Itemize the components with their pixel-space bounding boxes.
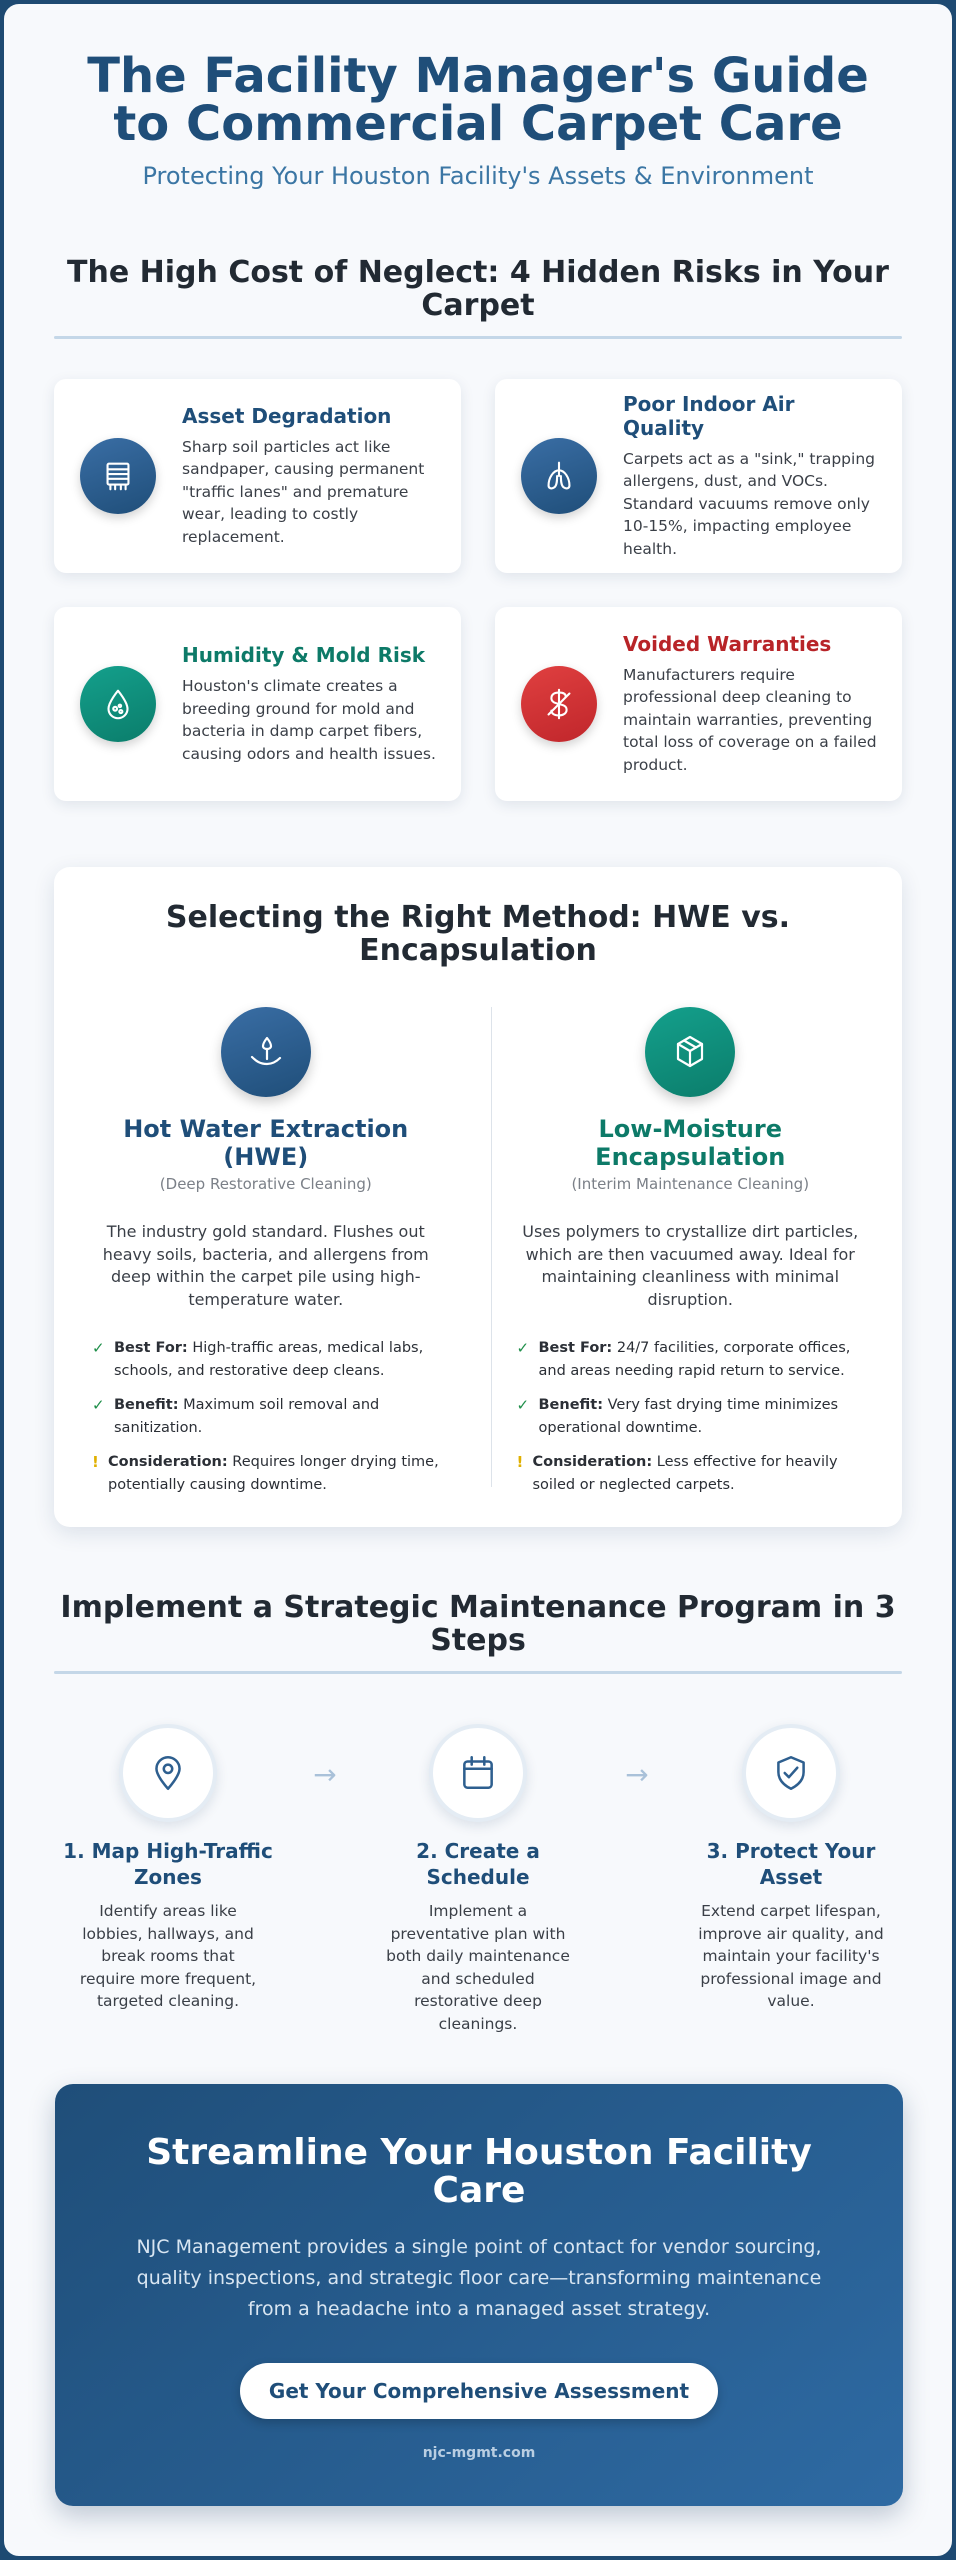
check-icon: ✓ [516,1339,530,1357]
check-icon: ✓ [92,1339,105,1357]
method-points [479,1337,903,1496]
cta-body: NJC Management provides a single point of contact for vendor sourcing, quality inspections, and strategic floor care—transforming maintenance from a headache into a managed asset strategy. [136,2236,822,2320]
risk-card-air-quality [495,379,902,573]
cube-icon [645,1007,735,1097]
methods-card [54,867,902,1527]
step-body: Extend carpet lifespan, improve air quality, and maintain your facility's professional image and value. [698,1902,884,2010]
step-title: 2. Create a Schedule [416,1839,540,1889]
risk-grid [54,379,902,801]
arrow-right-icon: → [625,1758,649,1791]
step-2 [373,1724,583,2035]
method-subtitle: (Deep Restorative Cleaning) [159,1175,372,1193]
method-subtitle: (Interim Maintenance Cleaning) [571,1175,810,1193]
water-hand-icon [221,1007,311,1097]
risk-title: Voided Warranties [623,631,832,656]
cta-title: Streamline Your Houston Facility Care [146,2132,812,2211]
risk-card-humidity-mold [54,607,461,801]
warning-icon: ! [516,1453,524,1471]
risks-title: The High Cost of Neglect: 4 Hidden Risks in Your Carpet [67,255,889,323]
method-description: Uses polymers to crystallize dirt particles, which are then vacuumed away. Ideal for maintaining cleanliness with minimal disruption. [522,1222,859,1309]
warning-icon: ! [92,1453,99,1471]
method-hwe [54,1007,478,1508]
step-1 [63,1724,273,2013]
map-pin-icon [119,1724,217,1822]
risk-title: Asset Degradation [182,403,392,428]
check-icon: ✓ [516,1396,530,1414]
benefit-point: ✓ Benefit: Very fast drying time minimizes operational downtime. [517,1394,873,1439]
method-description: The industry gold standard. Flushes out heavy soils, bacteria, and allergens from deep within the carpet pile using high-temperature water. [102,1222,429,1309]
benefit-point: ✓ Benefit: Maximum soil removal and sanitization. [92,1394,448,1439]
steps-divider [54,1671,902,1674]
method-encapsulation [479,1007,903,1508]
consideration-point: ! Consideration: Less effective for heavily soiled or neglected carpets. [517,1451,873,1496]
page-frame [1,1,955,2559]
consideration-point: ! Consideration: Requires longer drying time, potentially causing downtime. [92,1451,448,1496]
risk-body: Carpets act as a "sink," trapping allergens, dust, and VOCs. Standard vacuums remove only 10-15%, impacting employee health. [623,449,875,558]
steps-title: Implement a Strategic Maintenance Program in 3 Steps [60,1590,896,1658]
risk-body: Houston's climate creates a breeding ground for mold and bacteria in damp carpet fibers, causing odors and health issues. [182,677,436,763]
risk-body: Sharp soil particles act like sandpaper, causing permanent "traffic lanes" and premature wear, leading to costly replacement. [182,437,425,546]
methods-title: Selecting the Right Method: HWE vs. Encapsulation [165,900,791,968]
risk-title: Humidity & Mold Risk [182,643,426,667]
cta-banner [55,2084,903,2506]
check-icon: ✓ [92,1396,105,1414]
step-title: 3. Protect Your Asset [706,1839,876,1889]
assessment-button[interactable]: Get Your Comprehensive Assessment [240,2363,718,2419]
risk-card-voided-warranties [495,607,902,801]
method-title: Low-Moisture Encapsulation [595,1115,786,1171]
calendar-icon [429,1724,527,1822]
risk-title: Poor Indoor Air Quality [623,391,795,440]
dollar-icon [521,666,597,742]
step-body: Implement a preventative plan with both daily maintenance and scheduled restorative deep cleanings. [386,1902,570,2033]
website-link[interactable]: njc-mgmt.com [422,2445,536,2461]
method-points [54,1337,478,1496]
steps-row [54,1724,902,2044]
droplet-icon [80,666,156,742]
page-subtitle: Protecting Your Houston Facility's Assets & Environment [142,162,814,190]
best-for-point: ✓ Best For: High-traffic areas, medical labs, schools, and restorative deep cleans. [92,1337,448,1382]
risk-body: Manufacturers require professional deep cleaning to maintain warranties, preventing total loss of coverage on a failed product. [623,665,877,774]
step-body: Identify areas like lobbies, hallways, and break rooms that require more frequent, targeted cleaning. [79,1902,257,2010]
step-title: 1. Map High-Traffic Zones [63,1839,273,1889]
risks-divider [54,336,902,339]
content [54,48,902,2044]
method-title: Hot Water Extraction (HWE) [123,1115,409,1171]
page-title: The Facility Manager's Guide to Commercial Carpet Care [87,48,869,152]
risk-card-asset-degradation [54,379,461,573]
lungs-icon [521,438,597,514]
best-for-point: ✓ Best For: 24/7 facilities, corporate offices, and areas needing rapid return to service. [517,1337,873,1382]
shield-check-icon [742,1724,840,1822]
carpet-icon [80,438,156,514]
step-3 [686,1724,896,2013]
arrow-right-icon: → [313,1758,337,1791]
